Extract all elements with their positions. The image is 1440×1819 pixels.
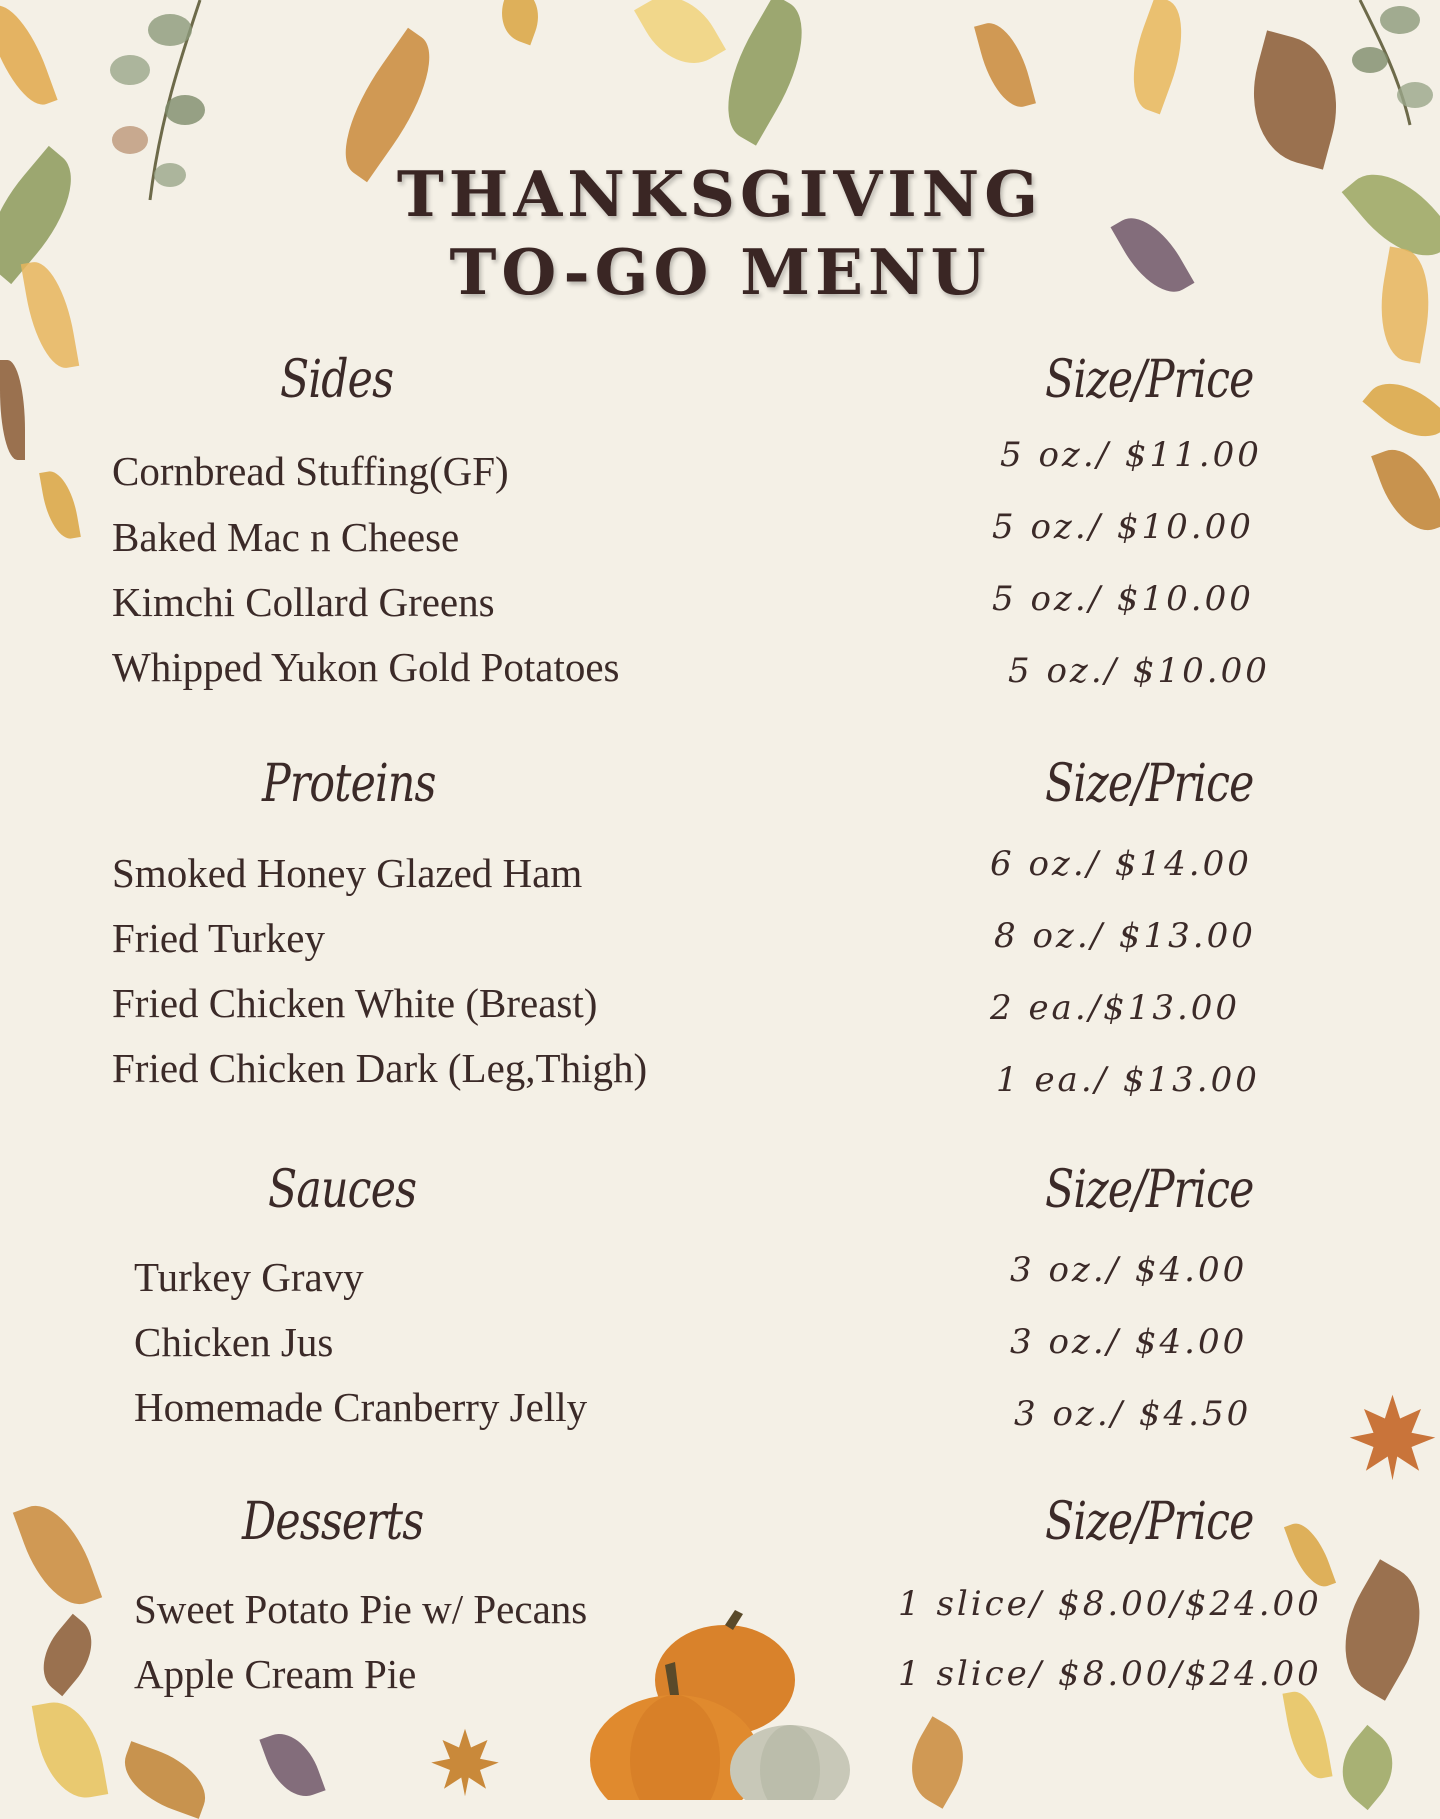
autumn-leaf-icon xyxy=(13,1494,102,1616)
autumn-leaf-icon xyxy=(32,1696,108,1805)
autumn-leaf-icon xyxy=(1282,1688,1332,1783)
autumn-leaf-icon xyxy=(28,1614,107,1697)
menu-item-name: Homemade Cranberry Jelly xyxy=(134,1384,588,1430)
menu-item-name: Smoked Honey Glazed Ham xyxy=(112,850,583,896)
autumn-leaf-icon xyxy=(1236,30,1354,169)
menu-item-name: Baked Mac n Cheese xyxy=(112,514,460,560)
autumn-leaf-icon xyxy=(704,0,826,146)
menu-item-price: 1 slice/ $8.00/$24.00 xyxy=(898,1584,1322,1624)
autumn-leaf-icon xyxy=(114,1741,216,1819)
maple-leaf-icon xyxy=(1345,1390,1440,1485)
menu-item-price: 5 oz./ $10.00 xyxy=(1008,651,1270,691)
menu-item-price: 2 ea./$13.00 xyxy=(990,988,1241,1028)
menu-item-name: Turkey Gravy xyxy=(134,1254,364,1300)
autumn-leaf-icon xyxy=(39,468,81,542)
autumn-leaf-icon xyxy=(1284,1517,1336,1593)
maple-leaf-icon xyxy=(420,1725,510,1800)
autumn-leaf-icon xyxy=(0,360,25,460)
eucalyptus-branch-icon xyxy=(1340,0,1440,130)
section-title-proteins: Proteins xyxy=(262,754,436,814)
menu-item-name: Fried Turkey xyxy=(112,915,326,961)
menu-item-price: 1 slice/ $8.00/$24.00 xyxy=(898,1654,1322,1694)
section-title-sides: Sides xyxy=(280,350,394,410)
title-line-1: THANKSGIVING xyxy=(396,157,1044,231)
autumn-leaf-icon xyxy=(1118,0,1198,114)
menu-title xyxy=(0,155,1440,311)
menu-item-name: Sweet Potato Pie w/ Pecans xyxy=(134,1586,588,1632)
price-header: Size/Price xyxy=(1045,1492,1254,1552)
menu-item-price: 8 oz./ $13.00 xyxy=(994,916,1256,956)
autumn-leaf-icon xyxy=(895,1716,980,1808)
menu-item-name: Kimchi Collard Greens xyxy=(112,579,495,625)
menu-item-name: Fried Chicken White (Breast) xyxy=(112,980,598,1026)
autumn-leaf-icon xyxy=(0,0,58,114)
pumpkin-icon xyxy=(575,1610,875,1800)
section-title-sauces: Sauces xyxy=(268,1160,417,1220)
autumn-leaf-icon xyxy=(1371,439,1440,541)
autumn-leaf-icon xyxy=(1362,367,1440,453)
autumn-leaf-icon xyxy=(1326,1725,1410,1810)
menu-item-name: Fried Chicken Dark (Leg,Thigh) xyxy=(112,1045,648,1091)
autumn-leaf-icon xyxy=(634,0,726,80)
autumn-leaf-icon xyxy=(1320,1559,1440,1700)
menu-item-price: 6 oz./ $14.00 xyxy=(990,844,1252,884)
title-line-2: TO-GO MENU xyxy=(449,235,991,309)
menu-item-price: 5 oz./ $11.00 xyxy=(1000,435,1262,475)
price-header: Size/Price xyxy=(1045,1160,1254,1220)
menu-item-price: 1 ea./ $13.00 xyxy=(996,1060,1260,1100)
autumn-leaf-icon xyxy=(259,1724,325,1805)
menu-item-name: Cornbread Stuffing(GF) xyxy=(112,448,509,494)
menu-item-price: 3 oz./ $4.50 xyxy=(1014,1394,1252,1434)
autumn-leaf-icon xyxy=(974,16,1036,113)
menu-item-price: 5 oz./ $10.00 xyxy=(992,507,1254,547)
menu-item-name: Whipped Yukon Gold Potatoes xyxy=(112,644,620,690)
menu-item-price: 5 oz./ $10.00 xyxy=(992,579,1254,619)
price-header: Size/Price xyxy=(1045,754,1254,814)
menu-item-name: Chicken Jus xyxy=(134,1319,334,1365)
menu-item-name: Apple Cream Pie xyxy=(134,1651,417,1697)
section-title-desserts: Desserts xyxy=(242,1492,424,1552)
menu-item-price: 3 oz./ $4.00 xyxy=(1010,1250,1248,1290)
price-header: Size/Price xyxy=(1045,350,1254,410)
autumn-leaf-icon xyxy=(493,0,548,45)
menu-item-price: 3 oz./ $4.00 xyxy=(1010,1322,1248,1362)
